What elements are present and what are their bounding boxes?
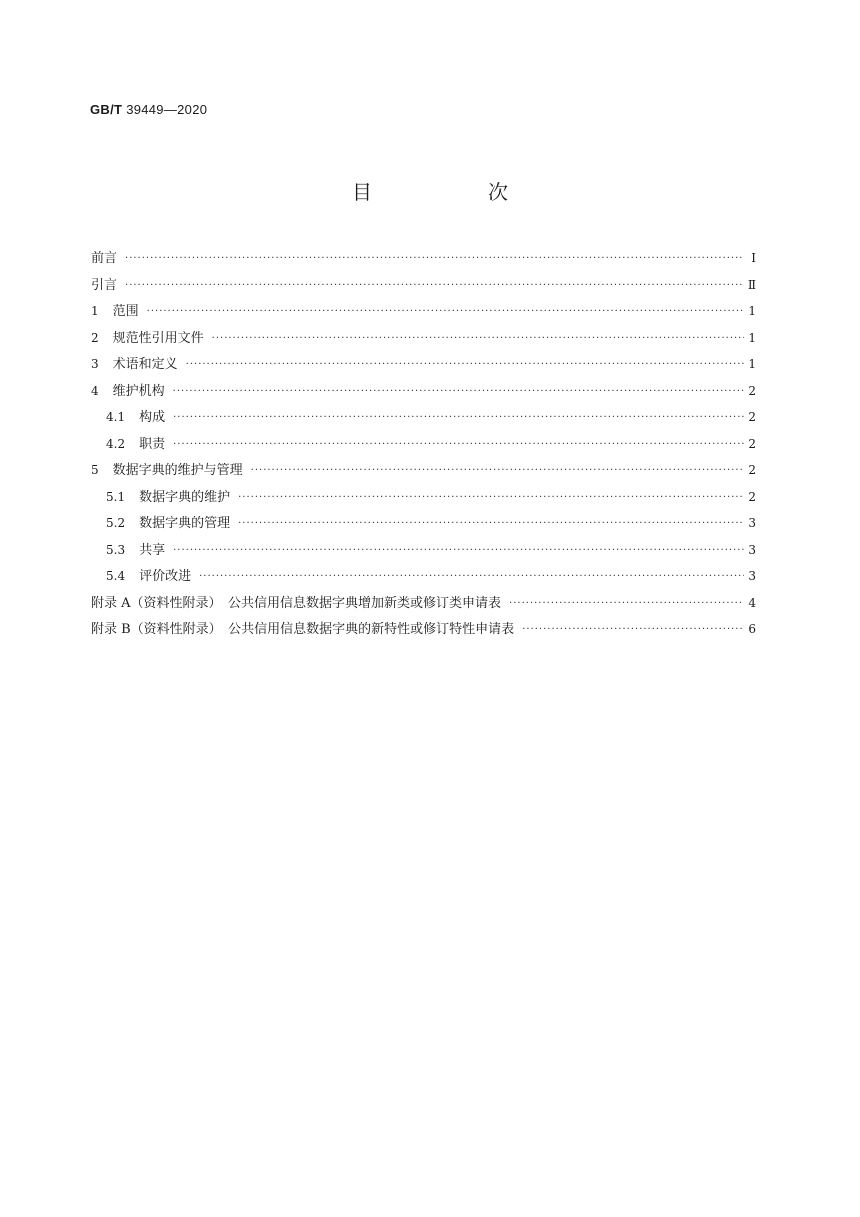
dot-leader bbox=[125, 253, 744, 264]
toc-page-number: 2 bbox=[748, 436, 756, 451]
toc-entry-label: 4.1 构成 bbox=[106, 410, 166, 425]
toc-page-number: 2 bbox=[748, 410, 756, 424]
toc-entry-composition[interactable] bbox=[91, 406, 756, 433]
toc-title: 目 次 bbox=[352, 180, 556, 204]
toc-entry-dictionary-maintenance-management[interactable] bbox=[91, 459, 756, 486]
toc-entry-normative-references[interactable] bbox=[91, 327, 756, 354]
toc-page-number: 2 bbox=[748, 489, 756, 504]
toc-page-number: 1 bbox=[748, 357, 756, 371]
dot-leader bbox=[251, 465, 744, 476]
toc-entry-label: 1 范围 bbox=[91, 304, 139, 319]
toc-entry-appendix-a[interactable] bbox=[91, 592, 756, 619]
toc-entry-foreword[interactable] bbox=[91, 247, 756, 274]
toc-entry-sharing[interactable] bbox=[91, 539, 756, 566]
toc-page-number: 3 bbox=[748, 516, 756, 530]
toc-entry-label: 附录 B（资料性附录） 公共信用信息数据字典的新特性或修订特性申请表 bbox=[91, 622, 515, 637]
toc-page-number: 6 bbox=[748, 622, 756, 636]
toc-page-number: 1 bbox=[748, 304, 756, 318]
toc-entry-responsibilities[interactable] bbox=[91, 433, 756, 460]
toc-page-number: 3 bbox=[748, 569, 756, 583]
toc-entry-label: 5 数据字典的维护与管理 bbox=[91, 463, 243, 478]
dot-leader bbox=[199, 571, 744, 582]
table-of-contents bbox=[91, 247, 756, 645]
dot-leader bbox=[173, 412, 744, 423]
toc-entry-label: 5.2 数据字典的管理 bbox=[106, 516, 231, 531]
dot-leader bbox=[238, 492, 744, 503]
standard-prefix: GB/T bbox=[90, 102, 123, 117]
toc-entry-appendix-b[interactable] bbox=[91, 618, 756, 645]
toc-page-number: Ⅰ bbox=[751, 251, 756, 265]
toc-page-number: 2 bbox=[748, 383, 756, 398]
toc-page-number: 2 bbox=[748, 463, 756, 477]
toc-entry-scope[interactable] bbox=[91, 300, 756, 327]
toc-entry-dictionary-management[interactable] bbox=[91, 512, 756, 539]
dot-leader bbox=[173, 386, 744, 397]
dot-leader bbox=[509, 598, 744, 609]
toc-entry-label: 5.4 评价改进 bbox=[106, 569, 192, 584]
toc-entry-terms-definitions[interactable] bbox=[91, 353, 756, 380]
toc-page-number: 3 bbox=[748, 542, 756, 557]
dot-leader bbox=[125, 280, 744, 291]
toc-entry-label: 附录 A（资料性附录） 公共信用信息数据字典增加新类或修订类申请表 bbox=[91, 595, 502, 611]
toc-entry-label: 5.3 共享 bbox=[106, 542, 166, 558]
toc-entry-evaluation-improvement[interactable] bbox=[91, 565, 756, 592]
dot-leader bbox=[186, 359, 744, 370]
toc-page-number: 1 bbox=[748, 330, 756, 345]
toc-page-number: Ⅱ bbox=[747, 277, 756, 292]
dot-leader bbox=[212, 333, 744, 344]
toc-entry-label: 2 规范性引用文件 bbox=[91, 330, 204, 346]
toc-entry-introduction[interactable] bbox=[91, 274, 756, 301]
toc-page-number: 4 bbox=[748, 595, 756, 610]
toc-entry-label: 前言 bbox=[91, 251, 118, 266]
standard-code bbox=[90, 102, 207, 117]
toc-entry-label: 4.2 职责 bbox=[106, 436, 166, 452]
dot-leader bbox=[522, 624, 744, 635]
toc-entry-label: 引言 bbox=[91, 277, 118, 293]
toc-entry-label: 3 术语和定义 bbox=[91, 357, 178, 372]
dot-leader bbox=[173, 439, 744, 450]
dot-leader bbox=[238, 518, 744, 529]
toc-entry-label: 4 维护机构 bbox=[91, 383, 165, 399]
dot-leader bbox=[147, 306, 744, 317]
standard-number: 39449—2020 bbox=[126, 102, 208, 117]
dot-leader bbox=[173, 545, 744, 556]
toc-entry-maintenance-org[interactable] bbox=[91, 380, 756, 407]
toc-entry-dictionary-maintenance[interactable] bbox=[91, 486, 756, 513]
toc-entry-label: 5.1 数据字典的维护 bbox=[106, 489, 231, 505]
